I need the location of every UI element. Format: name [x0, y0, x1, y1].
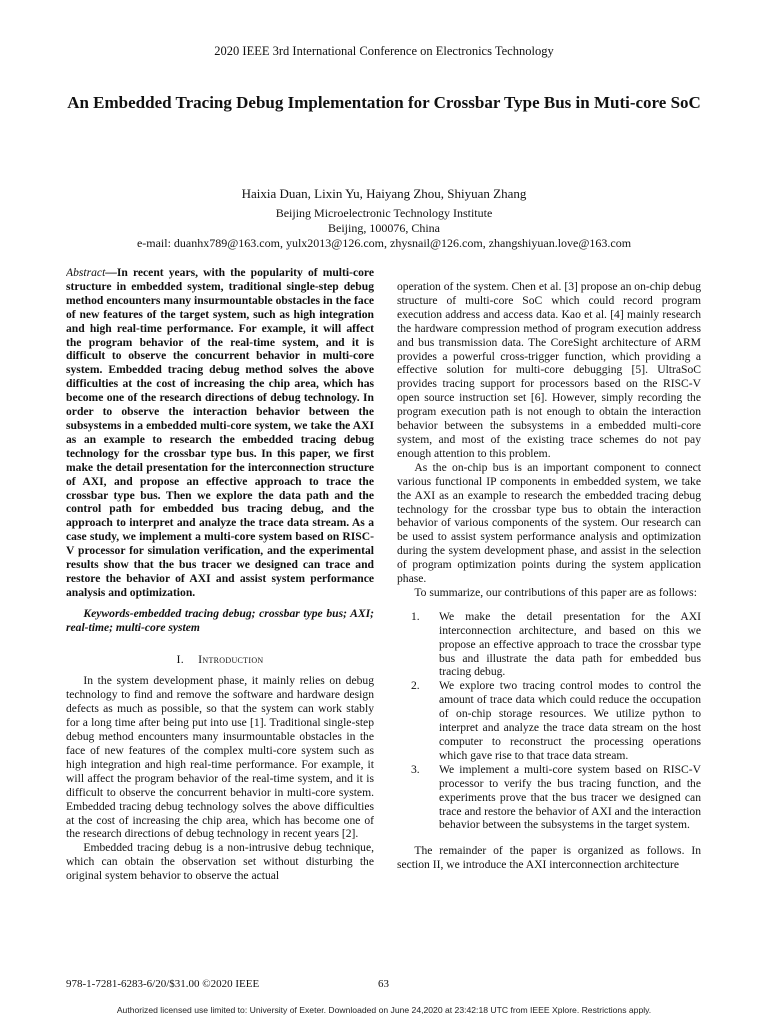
abstract-label: Abstract — [66, 266, 106, 279]
body-paragraph: As the on-chip bus is an important component to connect various functional IP components in embedded system, we take the AXI as an example to research the embedded tracing debug technology for the crossbar type bus to obtain the interaction behavior of various components of the system. Our research can be used to assist system performance analysis and optimization during the system development phase, and assist in the selection of program optimization points during the system application phase. — [397, 460, 701, 586]
page-number: 63 — [378, 978, 389, 990]
conference-name: 2020 IEEE 3rd International Conference on Electronics Technology — [214, 44, 554, 58]
list-item-number: 2. — [411, 679, 420, 693]
section-title: Introduction — [198, 651, 264, 666]
intro-paragraph: In the system development phase, it mainly relies on debug technology to find and remove the software and hardware design defects as much as possible, so that the system can work stably for a long time after being put into use [1]. Traditional single-step debug method encounters many insurmountable obstacles in the face of new features of the complex multi-core system such as high integration and high real-time performance. For example, it will affect the program behavior of the real-time system, and it is difficult to observe the concurrent behavior in multi-core system. Embedded tracing debug technology solves the above difficulties at the cost of increasing the chip area, which has become one of the research directions of debug technology in recent years [2]. — [66, 674, 374, 841]
intro-paragraph: Embedded tracing debug is a non-intrusive debug technique, which can obtain the observation set without disturbing the original system behavior to observe the actual — [66, 841, 374, 883]
abstract-dash: — — [105, 266, 117, 279]
body-paragraph: To summarize, our contributions of this paper are as follows: — [414, 585, 697, 599]
keywords: Keywords-embedded tracing debug; crossbar type bus; AXI; real-time; multi-core system — [66, 606, 374, 634]
affiliation-block — [0, 206, 768, 251]
list-item — [397, 610, 701, 680]
abstract — [66, 266, 374, 600]
list-item-text: We make the detail presentation for the AXI interconnection architecture, and based on this we propose an effective approach to trace the crossbar type bus and illustrate the data path for embedded bus tracing debug. — [439, 609, 701, 679]
license-notice: Authorized licensed use limited to: University of Exeter. Downloaded on June 24,2020 at 23:42:18 UTC from IEEE Xplore. Restrictions apply. — [116, 1005, 652, 1015]
contribution-list — [397, 610, 701, 833]
section-number: I. — [176, 651, 185, 666]
institute: Beijing Microelectronic Technology Institute — [275, 206, 493, 220]
list-item — [397, 763, 701, 833]
list-item — [397, 679, 701, 762]
isbn-copyright: 978-1-7281-6283-6/20/$31.00 ©2020 IEEE — [66, 978, 260, 990]
paper-title: An Embedded Tracing Debug Implementation for Crossbar Type Bus in Muti-core SoC — [67, 93, 701, 112]
location: Beijing, 100076, China — [328, 221, 440, 235]
body-paragraph: The remainder of the paper is organized as follows. In section II, we introduce the AXI interconnection architecture — [397, 844, 701, 872]
email-list: e-mail: duanhx789@163.com, yulx2013@126.com, zhysnail@126.com, zhangshiyuan.love@163.com — [136, 236, 632, 250]
body-paragraph: operation of the system. Chen et al. [3] propose an on-chip debug structure of multi-core SoC which could record program execution address and access data. Kao et al. [4] mainly research the hardware compression method of program execution address and bus transmission data. The CoreSight architecture of ARM provides a powerful cross-trigger function, which providing a effective solution for multi-core debugging [5]. UltraSoC provides tracing support for processors based on the RISC-V open source instruction set [6]. However, simply recording the program execution path is not enough to obtain the interaction behavior between the subsystems in a embedded multi-core system, and most of the existing trace schemes do not pay enough attention to this problem. — [397, 280, 701, 460]
author-list: Haixia Duan, Lixin Yu, Haiyang Zhou, Shiyuan Zhang — [241, 186, 527, 201]
list-item-number: 1. — [411, 609, 420, 623]
list-item-text: We explore two tracing control modes to control the amount of trace data which could reduce the occupation of on-chip storage resources. We utilize python to interpret and analyze the trace data stream on the host computer to reconstruct the processing operations which gave rise to that trace data stream. — [439, 679, 701, 762]
list-item-text: We implement a multi-core system based on RISC-V processor to verify the bus tracing function, and the experiments prove that the bus tracer we designed can trace and restore the behavior of AXI and the interaction behavior between the subsystems in the target system. — [439, 762, 701, 832]
left-column — [66, 266, 374, 926]
list-item-number: 3. — [411, 762, 420, 776]
section-heading-introduction — [66, 653, 374, 667]
abstract-text: In recent years, with the popularity of multi-core structure in embedded system, traditional single-step debug method encounters many insurmountable obstacles in the face of new features of the target system, such as high integration and high real-time performance. For example, it will affect the program behavior of the real-time system, and it is difficult to observe the concurrent behavior in multi-core system. Embedded tracing debug method solves the above difficulties at the cost of increasing the chip area, which has become one of the research directions of debug technology. In order to observe the interaction behavior between the subsystems in a embedded multi-core system, we take the AXI as an example to research the embedded tracing debug technology for the crossbar type bus. In this paper, we first make the detail presentation for the interconnection structure of AXI, and propose an effective approach to trace the crossbar type bus. Then we explore the data path and the control path for embedded bus tracing debug, and the approach to interpret and analyze the trace data stream. As a case study, we implement a multi-core system based on RISC-V processor for simulation verification, and the experimental results show that the bus tracer we designed can trace and restore the behavior of AXI and assist system performance analysis and optimization. — [66, 266, 374, 599]
right-column — [397, 280, 701, 930]
